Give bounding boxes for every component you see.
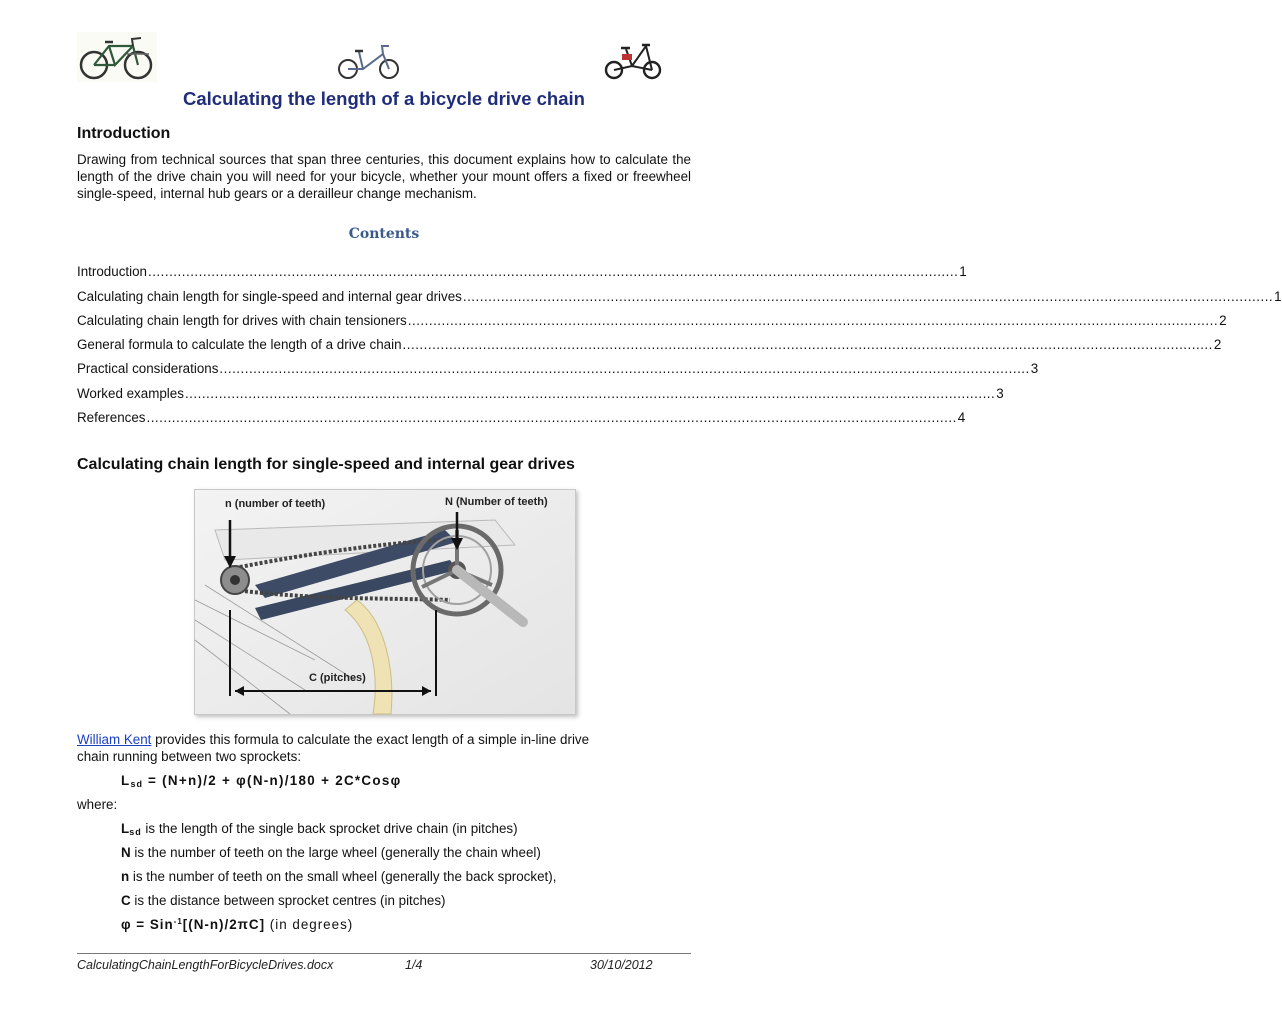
footer-page-number: 1/4	[405, 958, 423, 972]
toc-entry-label: Calculating chain length for single-speed and internal gear drives	[77, 288, 462, 304]
toc-entry-page: 3	[996, 385, 1004, 401]
phi-superscript: -1	[173, 917, 183, 926]
N-symbol: N	[121, 845, 131, 860]
C-symbol: C	[121, 893, 131, 908]
lsd-description: is the length of the single back sprocket drive chain (in pitches)	[141, 821, 518, 836]
toc-entry[interactable]	[77, 279, 1282, 304]
chain-drive-illustration	[195, 490, 575, 714]
toc-entry-page: 2	[1213, 337, 1222, 353]
contents-heading: Contents	[348, 226, 420, 242]
small-sprocket-label: n (number of teeth)	[225, 498, 326, 510]
kent-text-line-2: chain running between two sprockets:	[77, 749, 302, 764]
table-of-contents	[77, 255, 1282, 426]
lsd-symbol: L	[121, 821, 130, 836]
toc-leader: ................................................................................................................................................................................................	[462, 288, 1274, 304]
sprocket-distance-label: C (pitches)	[309, 672, 366, 684]
intro-heading: Introduction	[77, 125, 171, 142]
lsd-subscript: sd	[129, 827, 142, 837]
folding-bicycle-image	[604, 40, 662, 80]
toc-leader: ................................................................................................................................................................................................	[219, 361, 1030, 377]
phi-rhs: [(N-n)/2πC]	[182, 917, 266, 932]
toc-entry-label: Worked examples	[77, 385, 184, 401]
kent-text-line-1: provides this formula to calculate the exact length of a simple in-line drive	[151, 732, 590, 747]
definition-distance	[121, 893, 446, 908]
formula-rhs: = (N+n)/2 + φ(N-n)/180 + 2C*Cosφ	[143, 773, 402, 788]
definition-lsd	[121, 821, 518, 837]
footer-date: 30/10/2012	[590, 958, 653, 972]
toc-entry-label: Introduction	[77, 264, 147, 280]
toc-entry-label: Calculating chain length for drives with chain tensioners	[77, 312, 407, 328]
n-symbol: n	[121, 869, 130, 884]
document-title: Calculating the length of a bicycle drive chain	[183, 88, 585, 109]
N-description: is the number of teeth on the large wheel (generally the chain wheel)	[130, 845, 541, 860]
section-heading: Calculating chain length for single-speed and internal gear drives	[77, 456, 575, 473]
toc-entry-label: General formula to calculate the length of a drive chain	[77, 337, 402, 353]
phi-unit: (in degrees)	[265, 917, 354, 932]
phi-lhs: φ = Sin	[121, 917, 174, 932]
toc-entry-page: 4	[957, 410, 966, 426]
toc-entry[interactable]	[77, 352, 1039, 377]
touring-bicycle-image	[77, 32, 157, 82]
formula-subscript: sd	[130, 779, 143, 789]
toc-leader: ................................................................................................................................................................................................	[407, 312, 1219, 328]
toc-entry-label: Practical considerations	[77, 361, 219, 377]
toc-leader: ................................................................................................................................................................................................	[402, 337, 1213, 353]
toc-entry[interactable]	[77, 328, 1222, 353]
definition-small-wheel	[121, 869, 556, 884]
toc-leader: ................................................................................................................................................................................................	[184, 385, 996, 401]
toc-entry-page: 1	[959, 264, 967, 280]
C-description: is the distance between sprocket centres (in pitches)	[130, 893, 446, 908]
large-sprocket-label: N (Number of teeth)	[445, 496, 548, 508]
n-description: is the number of teeth on the small wheel (generally the back sprocket),	[129, 869, 557, 884]
kent-paragraph	[77, 731, 691, 765]
toc-entry[interactable]	[77, 304, 1227, 328]
toc-entry-page: 3	[1030, 361, 1039, 377]
where-label: where:	[77, 797, 118, 812]
toc-entry[interactable]	[77, 376, 1004, 401]
toc-entry[interactable]	[77, 401, 966, 426]
header-illustrations	[0, 28, 768, 84]
toc-leader: ................................................................................................................................................................................................	[147, 264, 959, 280]
toc-entry-label: References	[77, 410, 146, 426]
toc-entry[interactable]	[77, 255, 967, 280]
intro-paragraph: Drawing from technical sources that span three centuries, this document explains how to calculate the length of the drive chain you will need for your bicycle, whether your mount offers a fixed or freewheel single-speed, internal hub gears or a derailleur change mechanism.	[77, 152, 691, 201]
toc-entry-page: 2	[1219, 312, 1227, 328]
toc-leader: ................................................................................................................................................................................................	[146, 410, 957, 426]
chain-length-formula	[121, 773, 402, 789]
footer-divider	[77, 953, 691, 954]
small-wheel-bicycle-image	[337, 42, 401, 80]
definition-phi	[121, 917, 353, 932]
footer-filename: CalculatingChainLengthForBicycleDrives.docx	[77, 958, 334, 972]
chain-drive-figure	[194, 489, 576, 715]
formula-lhs: L	[121, 773, 131, 788]
william-kent-link[interactable]: William Kent	[77, 732, 152, 747]
definition-large-wheel	[121, 845, 541, 860]
toc-entry-page: 1	[1274, 288, 1282, 304]
